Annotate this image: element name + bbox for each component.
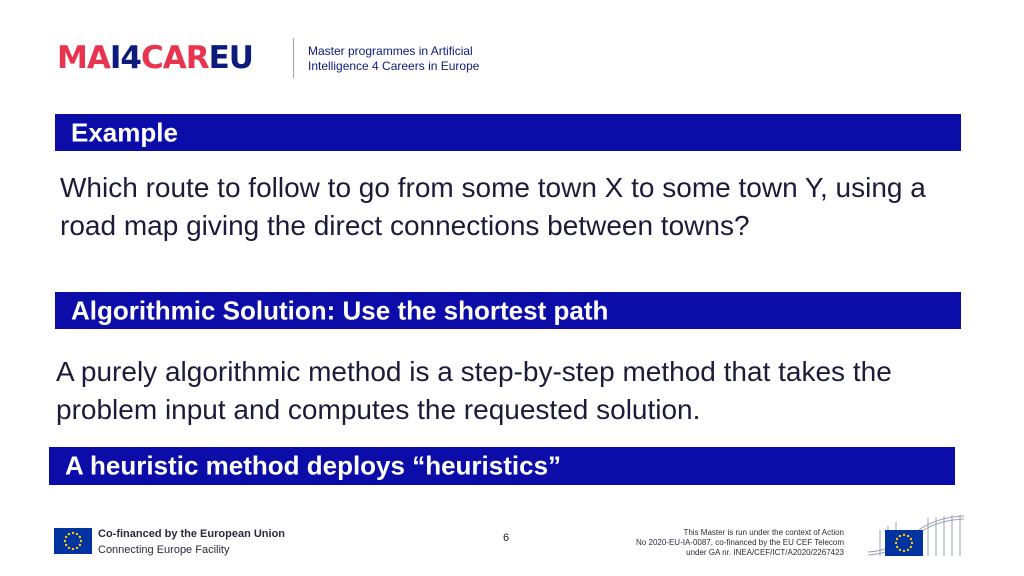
eu-flag-icon (885, 530, 923, 556)
tagline-line-1: Master programmes in Artificial (308, 44, 473, 58)
example-heading-band (55, 114, 961, 151)
logo-part-eu: EU (208, 40, 253, 76)
legal-line-3: under GA nr. INEA/CEF/ICT/A2020/2267423 (686, 548, 844, 557)
heuristic-heading-band (49, 447, 955, 485)
cofinanced-text: Co-financed by the European Union (98, 528, 286, 540)
algorithmic-paragraph: A purely algorithmic method is a step-by-step method that takes the problem input and computes the requested solution. (56, 356, 892, 425)
mai4careu-logo (57, 42, 253, 74)
page-number: 6 (503, 532, 510, 544)
header-divider (293, 38, 294, 78)
example-paragraph: Which route to follow to go from some town X to some town Y, using a road map giving the direct connections between towns? (60, 172, 926, 241)
cofinancing-statement (98, 526, 285, 558)
example-heading: Example (71, 117, 178, 147)
algorithmic-heading-band (55, 292, 961, 329)
heuristic-heading: A heuristic method deploys “heuristics” (65, 450, 562, 481)
facility-text: Connecting Europe Facility (98, 544, 230, 556)
legal-line-2: No 2020-EU-IA-0087, co-financed by the EU CEF Telecom (636, 538, 844, 547)
legal-line-1: This Master is run under the context of Action (683, 528, 844, 537)
eu-flag-icon (54, 528, 92, 554)
logo-part-car: CAR (140, 40, 209, 76)
logo-part-i4: I4 (109, 40, 141, 76)
legal-notice (636, 528, 844, 558)
header-tagline (308, 44, 479, 74)
algorithmic-heading: Algorithmic Solution: Use the shortest path (71, 295, 609, 325)
logo-part-ma: MA (57, 40, 110, 76)
tagline-line-2: Intelligence 4 Careers in Europe (308, 59, 480, 73)
